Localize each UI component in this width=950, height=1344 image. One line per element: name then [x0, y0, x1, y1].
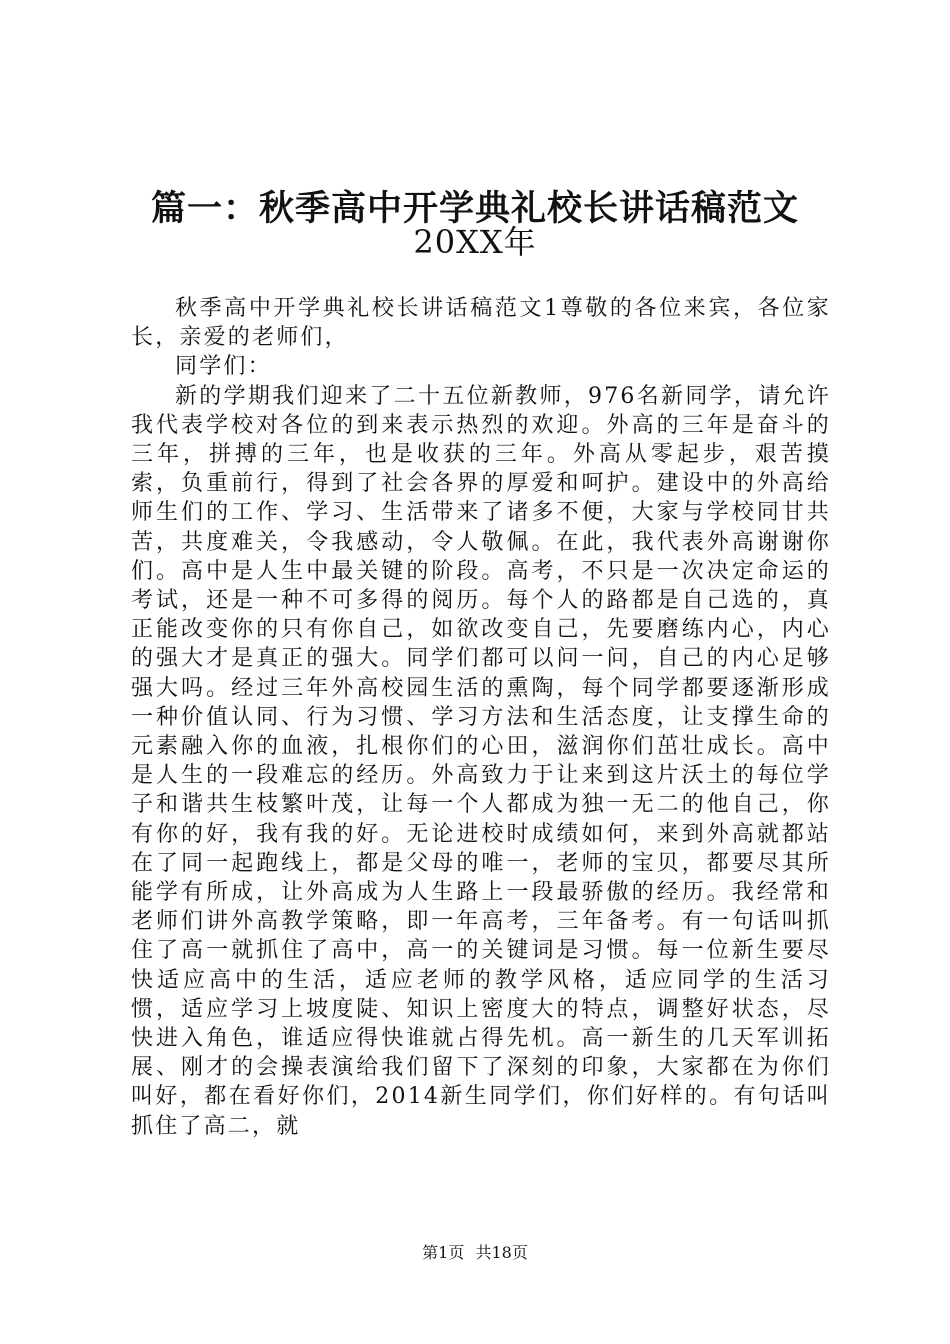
page-number: 第1页	[422, 1243, 465, 1262]
paragraph-salutation: 同学们：	[175, 354, 272, 380]
page-footer	[0, 1243, 950, 1263]
document-title-year: 20XX年	[413, 223, 537, 261]
document-title: 篇一：秋季高中开学典礼校长讲话稿范文	[150, 188, 799, 229]
paragraph-main: 新的学期我们迎来了二十五位新教师，976名新同学，请允许我代表学校对各位的到来表示热烈的欢迎。外高的三年是奋斗的三年，拼搏的三年，也是收获的三年。外高从零起步，艰苦摸索，负重前行，得到了社会各界的厚爱和呵护。建设中的外高给师生们的工作、学习、生活带来了诸多不便，大家与学校同甘共苦，共度难关，令我感动，令人敬佩。在此，我代表外高谢谢你们。高中是人生中最关键的阶段。高考，不只是一次决定命运的考试，还是一种不可多得的阅历。每个人的路都是自己选的，真正能改变你的只有你自己，如欲改变自己，先要磨练内心，内心的强大才是真正的强大。同学们都可以问一问，自己的内心足够强大吗。经过三年外高校园生活的熏陶，每个同学都要逐渐形成一种价值认同、行为习惯、学习方法和生活态度，让支撑生命的元素融入你的血液，扎根你们的心田，滋润你们茁壮成长。高中是人生的一段难忘的经历。外高致力于让来到这片沃土的每位学子和谐共生枝繁叶茂，让每一个人都成为独一无二的他自己，你有你的好，我有我的好。无论进校时成绩如何，来到外高就都站在了同一起跑线上，都是父母的唯一，老师的宝贝，都要尽其所能学有所成，让外高成为人生路上一段最骄傲的经历。我经常和老师们讲外高教学策略，即一年高考，三年备考。有一句话叫抓住了高一就抓住了高中，高一的关键词是习惯。每一位新生要尽快适应高中的生活，适应老师的教学风格，适应同学的生活习惯，适应学习上坡度陡、知识上密度大的特点，调整好状态，尽快进入角色，谁适应得快谁就占得先机。高一新生的几天军训拓展、刚才的会操表演给我们留下了深刻的印象，大家都在为你们叫好，都在看好你们，2014新生同学们，你们好样的。有句话叫抓住了高二，就	[131, 383, 831, 1139]
page-total: 共18页	[475, 1243, 528, 1262]
paragraph-greeting: 秋季高中开学典礼校长讲话稿范文1尊敬的各位来宾，各位家长，亲爱的老师们，	[131, 296, 831, 351]
document-body	[131, 294, 831, 1141]
